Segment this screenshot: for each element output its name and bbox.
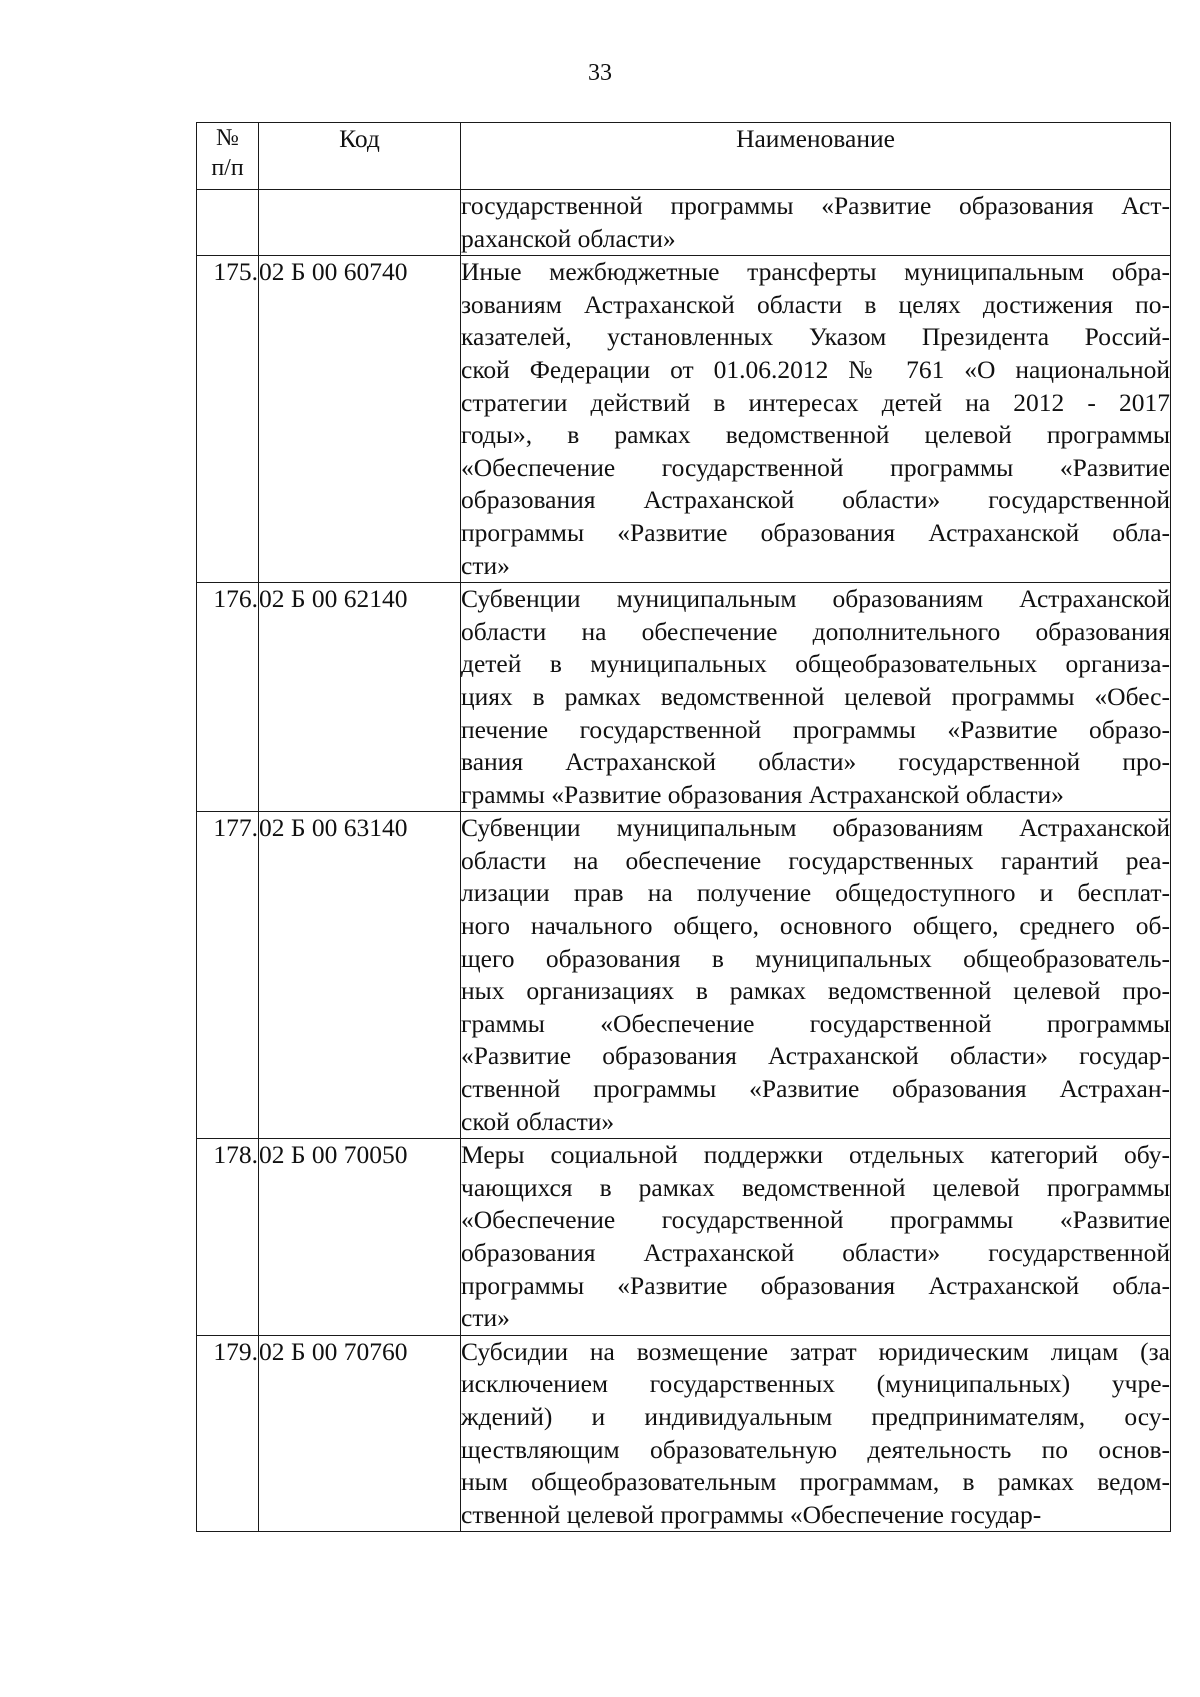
table-row xyxy=(197,812,1171,1139)
name-line: Субвенции муниципальным образованиям Астраханской xyxy=(461,813,1170,843)
name-line: печение государственной программы «Развитие образо- xyxy=(461,714,1170,744)
header-name: Наименование xyxy=(461,123,1171,190)
row-name xyxy=(461,812,1171,1139)
table-body xyxy=(197,190,1171,1532)
name-line: Иные межбюджетные трансферты муниципальным обра- xyxy=(461,257,1170,287)
row-number xyxy=(197,190,259,256)
name-line: образования Астраханской области» государственной xyxy=(461,485,1170,515)
name-line: вания Астраханской области» государственной про- xyxy=(461,747,1170,777)
name-line: щего образования в муниципальных общеобразователь- xyxy=(461,943,1170,973)
name-line: программы «Развитие образования Астраханской обла- xyxy=(461,1270,1170,1300)
name-line: Субсидии на возмещение затрат юридическим лицам (за xyxy=(461,1336,1170,1366)
table-row xyxy=(197,190,1171,256)
name-line: ской Федерации от 01.06.2012 № 761 «О национальной xyxy=(461,354,1170,384)
name-line: граммы «Развитие образования Астраханской области» xyxy=(461,779,1064,809)
name-line: ской области» xyxy=(461,1106,615,1136)
row-name xyxy=(461,256,1171,583)
row-number: 176. xyxy=(197,583,259,812)
page-number: 33 xyxy=(588,60,612,86)
header-number-symbol: № xyxy=(216,125,239,151)
name-line: стратегии действий в интересах детей на 2012 - 2017 xyxy=(461,387,1170,417)
row-name xyxy=(461,583,1171,812)
row-code: 02 Б 00 70760 xyxy=(259,1335,461,1532)
row-number: 177. xyxy=(197,812,259,1139)
table-row xyxy=(197,583,1171,812)
name-line: Субвенции муниципальным образованиям Астраханской xyxy=(461,584,1170,614)
row-code: 02 Б 00 70050 xyxy=(259,1139,461,1336)
header-number-abbrev: п/п xyxy=(211,155,244,181)
name-line: казателей, установленных Указом Президента Россий- xyxy=(461,322,1170,352)
name-line: сти» xyxy=(461,550,510,580)
name-line: «Обеспечение государственной программы «Развитие xyxy=(461,1205,1170,1235)
table-row xyxy=(197,1139,1171,1336)
name-line: ществляющим образовательную деятельность по основ- xyxy=(461,1434,1170,1464)
name-line: лизации прав на получение общедоступного и бесплат- xyxy=(461,878,1170,908)
classification-table xyxy=(196,122,1171,1532)
row-number: 178. xyxy=(197,1139,259,1336)
row-name xyxy=(461,1335,1171,1532)
name-line: циях в рамках ведомственной целевой программы «Обес- xyxy=(461,681,1170,711)
row-code: 02 Б 00 60740 xyxy=(259,256,461,583)
name-line: Меры социальной поддержки отдельных категорий обу- xyxy=(461,1140,1170,1170)
name-line: сти» xyxy=(461,1303,510,1333)
name-line: ным общеобразовательным программам, в рамках ведом- xyxy=(461,1467,1170,1497)
name-line: области на обеспечение государственных гарантий реа- xyxy=(461,845,1170,875)
row-name xyxy=(461,190,1171,256)
name-line: государственной программы «Развитие образования Аст- xyxy=(461,191,1170,220)
row-name xyxy=(461,1139,1171,1336)
name-line: исключением государственных (муниципальных) учре- xyxy=(461,1369,1170,1399)
header-code: Код xyxy=(259,123,461,190)
name-line: раханской области» xyxy=(461,223,676,253)
row-number: 175. xyxy=(197,256,259,583)
name-line: ждений) и индивидуальным предпринимателям, осу- xyxy=(461,1401,1170,1431)
header-number xyxy=(197,123,259,190)
name-line: граммы «Обеспечение государственной программы xyxy=(461,1008,1170,1038)
row-number: 179. xyxy=(197,1335,259,1532)
name-line: ственной целевой программы «Обеспечение государ- xyxy=(461,1499,1042,1529)
name-line: чающихся в рамках ведомственной целевой программы xyxy=(461,1172,1170,1202)
name-line: образования Астраханской области» государственной xyxy=(461,1238,1170,1267)
table-row xyxy=(197,1335,1171,1532)
row-code xyxy=(259,190,461,256)
name-line: программы «Развитие образования Астраханской обла- xyxy=(461,517,1170,547)
name-line: «Развитие образования Астраханской области» государ- xyxy=(461,1041,1170,1071)
name-line: детей в муниципальных общеобразовательных организа- xyxy=(461,649,1170,679)
table-header-row xyxy=(197,123,1171,190)
name-line: годы», в рамках ведомственной целевой программы xyxy=(461,420,1170,450)
name-line: ного начального общего, основного общего, среднего об- xyxy=(461,911,1170,941)
table-row xyxy=(197,256,1171,583)
name-line: зованиям Астраханской области в целях достижения по- xyxy=(461,289,1170,319)
name-line: ственной программы «Развитие образования Астрахан- xyxy=(461,1074,1170,1104)
name-line: области на обеспечение дополнительного образования xyxy=(461,616,1170,646)
row-code: 02 Б 00 62140 xyxy=(259,583,461,812)
name-line: ных организациях в рамках ведомственной целевой про- xyxy=(461,976,1170,1006)
name-line: «Обеспечение государственной программы «Развитие xyxy=(461,452,1170,482)
row-code: 02 Б 00 63140 xyxy=(259,812,461,1139)
